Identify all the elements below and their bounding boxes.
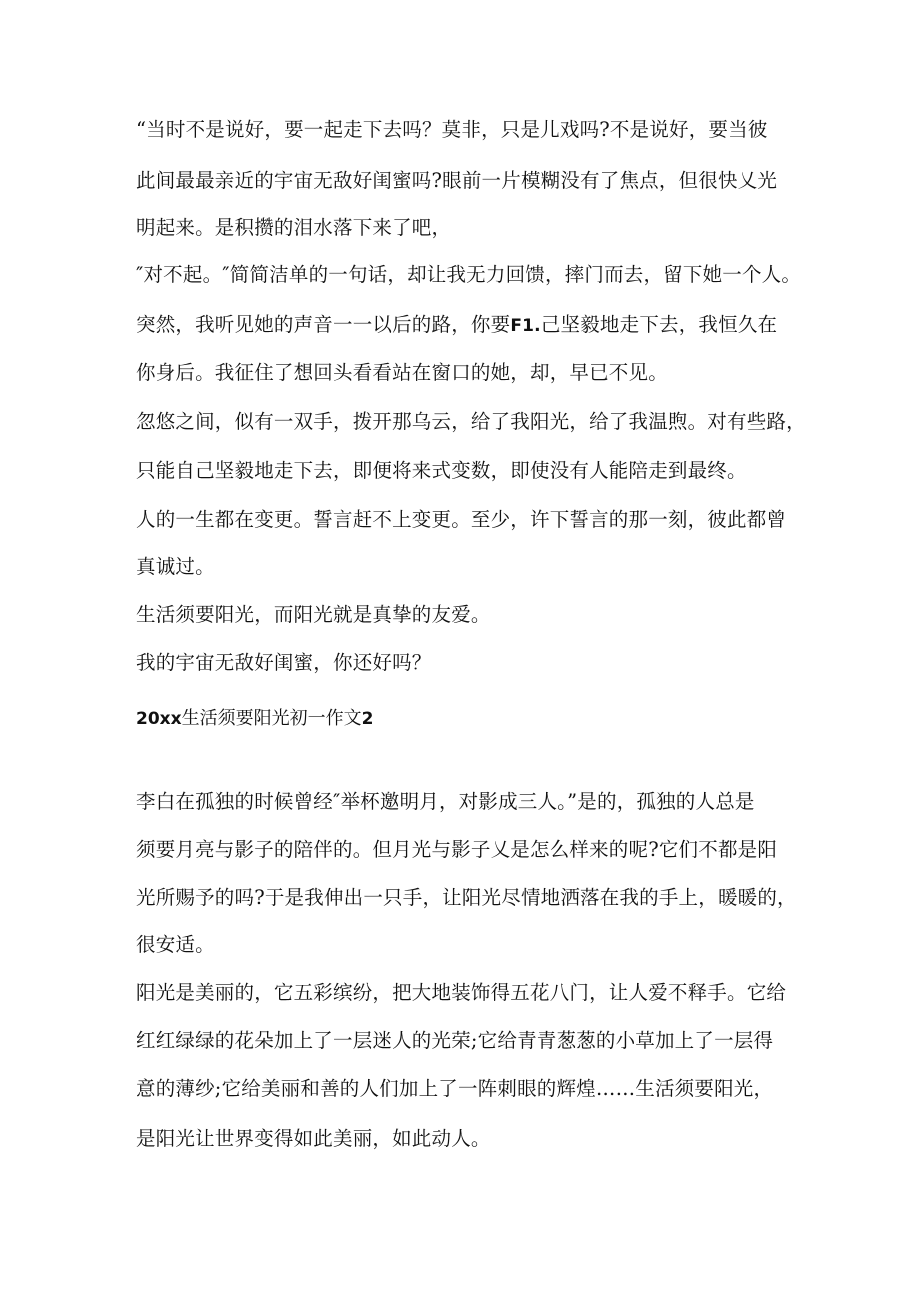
text-line: 你身后。我征住了想回头看看站在窗口的她，却，早已不见。	[136, 361, 668, 384]
heading-prefix: 20xx	[136, 709, 182, 729]
heading-title: 生活须要阳光初一作文	[181, 708, 362, 729]
text-segment: 突然，我听见她的声音一一以后的路，你要	[136, 313, 511, 336]
text-line: “当时不是说好，要一起走下去吗？莫非，只是儿戏吗?不是说好，要当彼	[136, 118, 768, 141]
text-line: 生活须要阳光，而阳光就是真挚的友爱。	[136, 603, 491, 626]
text-line: 此间最最亲近的宇宙无敌好闺蜜吗?眼前一片模糊没有了焦点，但很快乂光	[136, 169, 778, 192]
section-heading	[136, 704, 373, 734]
text-line: 很安适。	[136, 933, 215, 956]
text-line: 意的薄纱;它给美丽和善的人们加上了一阵刺眼的辉煌……生活须要阳光，	[136, 1077, 774, 1100]
text-line: 真诚过。	[136, 555, 215, 578]
text-line: 只能自己坚毅地走下去，即便将来式变数，即使没有人能陪走到最终。	[136, 459, 747, 482]
text-line: 我的宇宙无敌好闺蜜，你还好吗？	[136, 651, 432, 674]
text-line	[136, 310, 796, 341]
text-line: 明起来。是积攒的泪水落下来了吧，	[136, 216, 452, 239]
heading-number: 2	[361, 709, 374, 729]
text-segment-bold: F1.	[510, 316, 541, 336]
text-line: 人的一生都在变更。誓言赶不上变更。至少，许下誓言的那一刻，彼此都曾	[136, 508, 787, 531]
text-line: 红红绿绿的花朵加上了一层迷人的光荣;它给青青葱葱的小草加上了一层得	[136, 1029, 774, 1052]
text-line: 是阳光让世界变得如此美丽，如此动人。	[136, 1127, 491, 1150]
text-line: 忽悠之间，似有一双手，拨开那乌云，给了我阳光，给了我温煦。对有些路，	[136, 410, 806, 433]
text-line: ″对不起。″简简洁单的一句话，却让我无力回馈，摔门而去，留下她一个人。	[136, 263, 802, 286]
text-line: 阳光是美丽的，它五彩缤纷，把大地装饰得五花八门，让人爱不释手。它给	[136, 981, 787, 1004]
text-line: 李白在孤独的时候曾经″举杯邀明月，对影成三人。”是的，孤独的人总是	[136, 790, 755, 813]
text-line: 光所赐予的吗?于是我伸出一只手，让阳光尽情地洒落在我的手上，暖暖的，	[136, 886, 797, 909]
text-line: 须要月亮与影子的陪伴的。但月光与影子乂是怎么样来的呢?它们不都是阳	[136, 838, 778, 861]
text-segment: 己坚毅地走下去，我恒久在	[540, 313, 778, 336]
